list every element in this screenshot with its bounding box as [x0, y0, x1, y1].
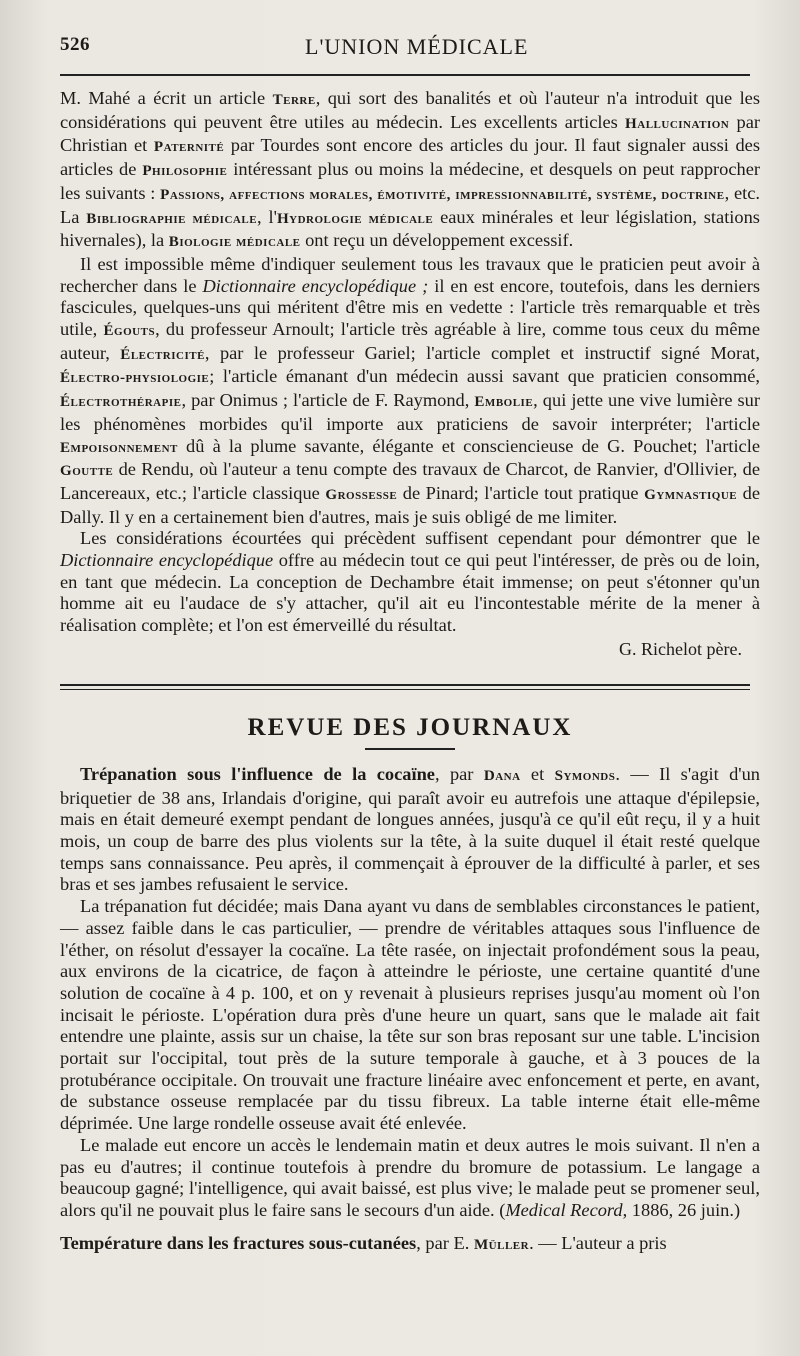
text: de Pinard; l'article tout pratique	[397, 482, 645, 503]
text: intéressant plus ou moins la médecine, et desquels on peut rapprocher les suivants :	[60, 159, 760, 203]
text: , etc. La	[60, 182, 760, 227]
paragraph-1	[60, 88, 760, 254]
text: ont reçu un développement excessif.	[300, 230, 574, 251]
article-ref: Passions, affections morales, émotivité, impressionnabilité, système, doctrine	[160, 186, 725, 203]
article-ref: Philosophie	[142, 163, 228, 180]
article-ref: Empoisonnement	[60, 439, 178, 456]
text: offre au médecin tout ce qui peut l'intéresser, de près ou de loin, en tant que médecin. La conception de Dechambre était immense; on peut s'étonner qu'un homme ait eu l'audace de s'y attacher, qu'il ait eu l'incontestable mérite de la mener à réalisation complète; et l'on est émerveillé du résultat.	[60, 550, 760, 636]
section-title: REVUE DES JOURNAUX	[247, 713, 573, 741]
text: de Dally. Il y en a certainement bien d'autres, mais je suis obligé de me limiter.	[60, 482, 761, 527]
page-header	[60, 34, 760, 70]
article-ref: Biologie médicale	[168, 234, 301, 251]
article-ref: Égouts	[103, 323, 156, 340]
text: par Christian et	[60, 111, 760, 156]
section-divider	[60, 684, 750, 690]
page-number: 526	[60, 34, 90, 55]
article-1-paragraph-1	[60, 764, 760, 896]
text: M. Mahé a écrit un article	[60, 88, 273, 108]
text: il en est encore, toutefois, dans les derniers fascicules, quelques-uns qui méritent d'être mis en vedette : l'article très remarquable et très utile,	[60, 275, 760, 340]
text: dû à la plume savante, élégante et consciencieuse de G. Pouchet; l'article	[177, 435, 760, 456]
text: ; l'article émanant d'un médecin aussi savant que praticien consommé,	[209, 366, 760, 387]
paragraph-2	[60, 254, 760, 528]
text: . — Il s'agit d'un briquetier de 38 ans, Irlandais d'origine, qui paraît avoir eu autrefois une attaque d'épilepsie, mais en était demeuré exempt pendant de longues années, jusqu'à ce qu'il eût reçu, il y a huit mois, un coup de barre des plus violents sur la tête, à la suite duquel il était resté quelque temps sans connaissance. Peu après, il commençait à éprouver de la difficulté à parler, et ses bras et ses jambes refusaient le service.	[60, 763, 760, 895]
article-title: Température dans les fractures sous-cutanées	[60, 1232, 417, 1253]
text: , qui jette une vive lumière sur les phénomènes morbides qu'il importe aux praticiens de savoir interpréter; l'article	[60, 390, 760, 434]
text: , par E.	[416, 1232, 474, 1253]
text: Les considérations écourtées qui précèdent suffisent cependant pour démontrer que le	[80, 528, 760, 549]
article-ref: Électrothérapie	[60, 394, 182, 411]
article-ref: Embolie	[474, 394, 534, 411]
signature: G. Richelot père.	[619, 638, 742, 659]
source-title: Medical Record	[505, 1199, 623, 1220]
text: et	[520, 763, 555, 784]
text: Il est impossible même d'indiquer seulement tous les travaux que le praticien peut avoir à rechercher dans le	[60, 253, 760, 296]
book-title: Dictionnaire encyclopédique ;	[202, 275, 429, 296]
book-title: Dictionnaire encyclopédique	[60, 550, 274, 571]
article-ref: Électricité	[120, 346, 205, 363]
text: , l'	[257, 206, 277, 227]
article-ref: Électro-physiologie	[60, 370, 210, 387]
article-ref: Hallucination	[625, 115, 730, 132]
author: Dana	[483, 767, 521, 784]
text: par Tourdes sont encore des articles du jour. Il faut signaler aussi des articles de	[60, 135, 760, 180]
article-ref: Bibliographie médicale	[86, 210, 258, 227]
text: , par le professeur Gariel; l'article complet et instructif signé Morat,	[204, 342, 760, 363]
paragraph-3	[60, 528, 760, 637]
author: Symonds	[554, 767, 616, 784]
article-1-paragraph-3	[60, 1135, 760, 1222]
text: . — L'auteur a pris	[529, 1232, 667, 1253]
article-ref: Paternité	[153, 139, 225, 156]
text: , 1886, 26 juin.)	[622, 1199, 741, 1220]
text: eaux minérales et leur législation, stations hivernales), la	[60, 206, 760, 251]
title-underline	[365, 748, 455, 750]
article-ref: Terre	[272, 92, 316, 108]
article-2-start	[60, 1233, 760, 1257]
article-ref: Grossesse	[325, 486, 398, 503]
text: Le malade eut encore un accès le lendemain matin et deux autres le mois suivant. Il n'en a pas eu d'autres; il continue toutefois à prendre du bromure de potassium. Le langage a beaucoup gagné; l'intelligence, qui avait baissé, est plus vive; le malade peut se promener seul, alors qu'il ne pouvait plus le faire sans le secours d'un aide. (	[60, 1134, 760, 1220]
text: , qui sort des banalités et où l'auteur n'a introduit que les considérations qui peuvent être utiles au médecin. Les excellents articles	[60, 88, 760, 132]
text: , par Onimus ; l'article de F. Raymond,	[181, 390, 475, 411]
text: , du professeur Arnoult; l'article très agréable à lire, comme tous ceux du même auteur,	[60, 319, 760, 363]
article-ref: Goutte	[60, 463, 114, 480]
text: de Rendu, où l'auteur a tenu compte des travaux de Charcot, de Ranvier, d'Ollivier, de Lancereaux, etc.; l'article classique	[60, 459, 760, 503]
header-rule	[60, 74, 750, 76]
article-ref: Hydrologie médicale	[276, 210, 434, 227]
article-ref: Gymnastique	[644, 486, 738, 503]
text: , par	[434, 763, 484, 784]
article-1-paragraph-2: La trépanation fut décidée; mais Dana ayant vu dans de semblables circonstances le patient, — assez faible dans le cas particulier, — prendre de véritables attaques sous l'influence de l'éther, on résolut d'essayer la cocaïne. La tête rasée, on injectait profondément sous la peau, aux environs de la cicatrice, de façon à atteindre le périoste, une certaine quantité d'une solution de cocaïne à 4 p. 100, et on y revenait à plusieurs reprises jusqu'au moment où l'on incisait le périoste. L'opération dura près d'une heure un quart, sans que le malade ait fait entendre une plainte, assis sur un chaise, la tête sur son bras reposant sur une table. L'incision portait sur l'occipital, tout près de la suture temporale à gauche, et à 3 pouces de la protubérance occipitale. On trouvait une fracture linéaire avec enfoncement et perte, en avant, de substance osseuse remplacée par du tissu fibreux. La table interne était elle-même déprimée. Une large rondelle osseuse avait été enlevée.	[60, 896, 760, 1134]
article-title: Trépanation sous l'influence de la cocaïne	[80, 763, 435, 784]
running-title: L'UNION MÉDICALE	[305, 34, 529, 59]
author: Müller	[473, 1236, 530, 1253]
